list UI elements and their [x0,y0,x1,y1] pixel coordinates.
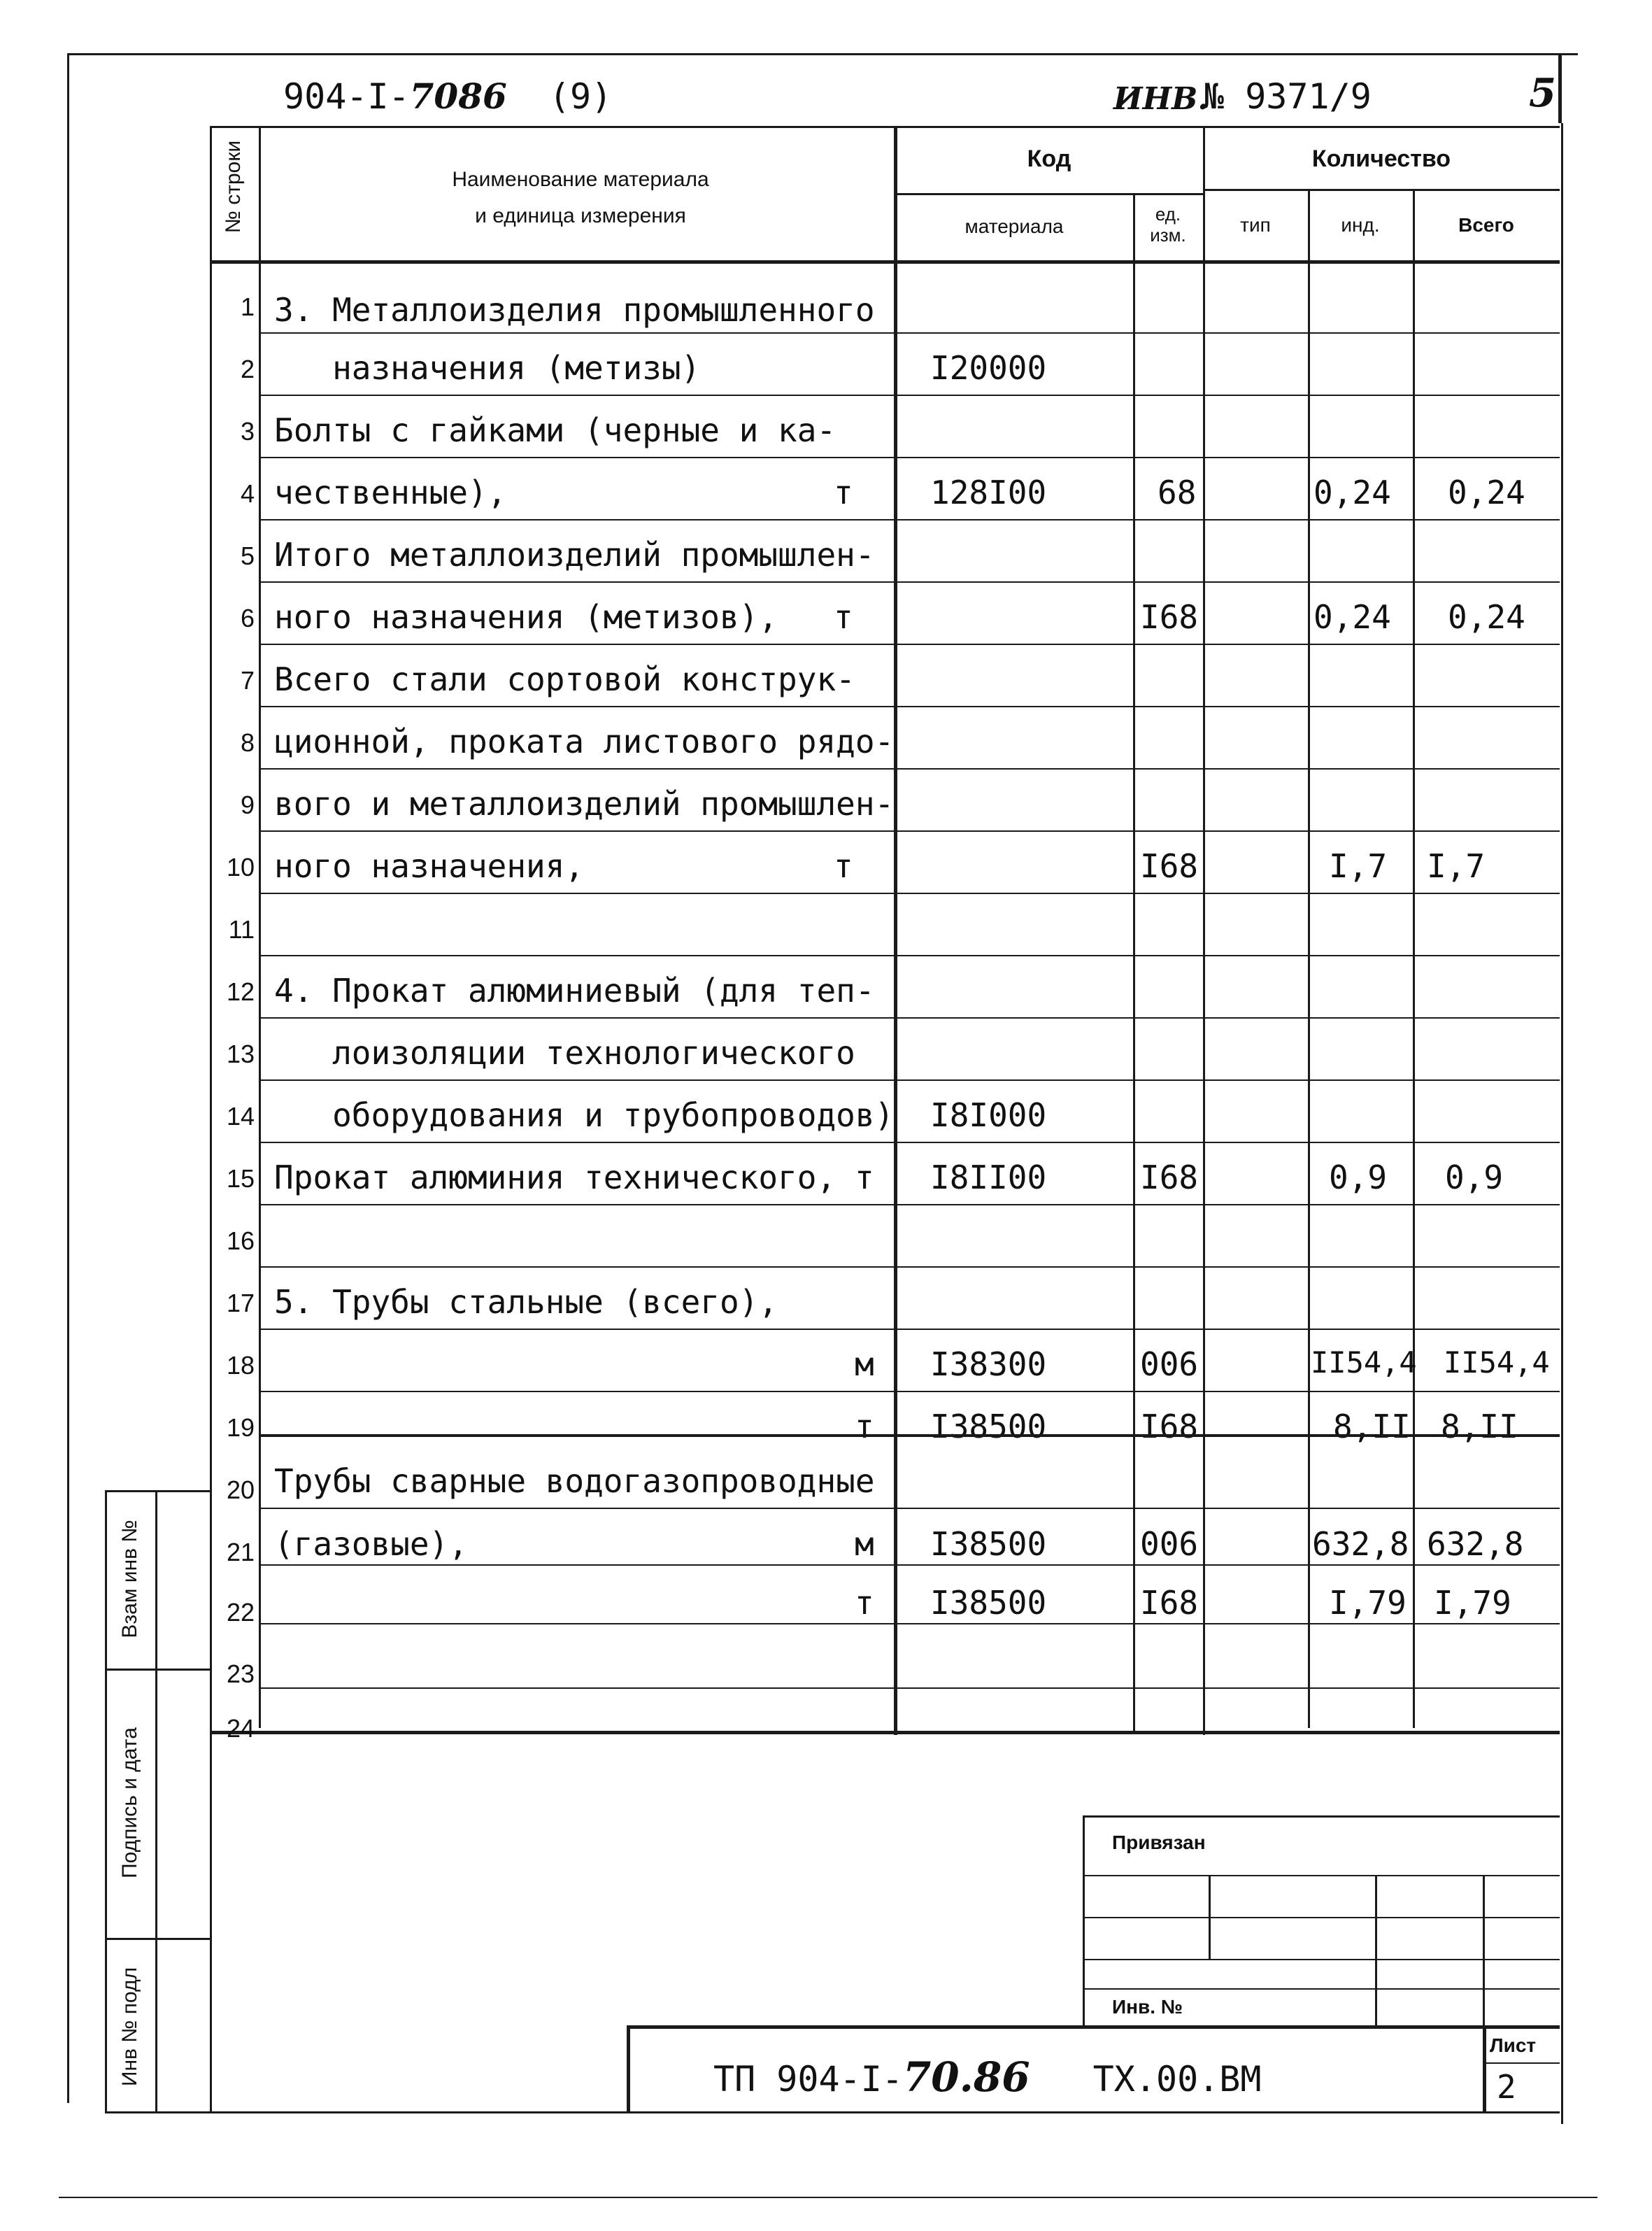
row-total: II54,4 [1444,1345,1550,1380]
row-total: I,79 [1434,1584,1511,1622]
row-name: 4. Прокат алюминиевый (для теп- [274,972,875,1010]
unit-header-1: ед. [1155,204,1181,225]
row-unit: т [855,1584,874,1622]
frame-left [67,53,69,2103]
row-line [260,955,1560,956]
side-stamp-line-2 [105,1938,210,1940]
row-code: I20000 [930,349,1047,387]
sheet-label: Лист [1490,2034,1537,2056]
row-code: I8II00 [930,1159,1047,1196]
row-total: 8,II [1441,1408,1518,1445]
row-number: 15 [226,1164,255,1193]
podpis-data-label: Подпись и дата [118,1727,141,1878]
row-no-header: № строки [222,140,245,234]
row-number: 17 [226,1289,255,1317]
row-ind: I,7 [1329,847,1388,885]
code-material-header: материала [964,215,1064,237]
row-total: 0,9 [1445,1159,1504,1196]
row-number: 5 [240,541,255,570]
row-line [260,768,1560,770]
quantity-header: Количество [1311,146,1451,172]
binding-line-1 [1083,1875,1560,1876]
title-block-top [627,2025,1560,2029]
row-number: 18 [226,1351,255,1380]
row-ind: 0,24 [1313,474,1391,511]
row-unit-code: 006 [1140,1525,1199,1563]
row-unit-code: I68 [1140,1408,1199,1445]
row-unit-code: I68 [1140,1159,1199,1196]
col-line-ind [1308,189,1310,1728]
row-name: лоизоляции технологического [274,1034,855,1072]
binding-top [1083,1815,1560,1818]
row-ind: 632,8 [1312,1525,1409,1563]
row-number: 14 [226,1102,255,1131]
col-line-code [894,126,897,1735]
row-line [260,1266,1560,1268]
row-unit: т [834,598,853,636]
binding-inv-label: Инв. № [1112,1996,1183,2018]
frame-bottom [105,2111,1560,2113]
binding-col-3 [1483,1875,1485,2025]
row-line [260,1391,1560,1392]
row-unit-code: 68 [1158,474,1197,511]
side-stamp-left [105,1490,107,2113]
row-unit: т [855,1408,874,1445]
row-number: 24 [226,1714,255,1743]
row-number: 2 [240,355,255,383]
row-line [260,1079,1560,1081]
sheet-label-line [1483,2062,1560,2064]
row-code: I38300 [930,1345,1047,1383]
row-name: вого и металлоизделий промышлен- [274,785,895,823]
side-stamp-line-1 [105,1669,210,1671]
row-name: оборудования и трубопроводов) [274,1096,895,1134]
binding-col-2 [1375,1875,1377,2025]
qty-ind-header: инд. [1341,214,1380,236]
row-number: 16 [226,1226,255,1255]
row-line [260,1204,1560,1205]
row-number: 22 [226,1598,255,1627]
row-line [260,332,1560,334]
col-line-rownum [259,126,261,1728]
row-code: I38500 [930,1408,1047,1445]
row-ind: 8,II [1333,1408,1411,1445]
row-line [260,1564,1560,1566]
row-total: 632,8 [1427,1525,1524,1563]
row-number: 23 [226,1659,255,1688]
row-total: 0,24 [1448,474,1525,511]
row-line [260,581,1560,583]
row-number: 10 [226,853,255,881]
row-ind: 0,24 [1313,598,1391,636]
frame-top [67,53,1578,55]
binding-line-2 [1083,1917,1560,1918]
row-name: Болты с гайками (черные и ка- [274,411,836,449]
row-name: Трубы сварные водогазопроводные [274,1462,875,1500]
vzam-inv-label: Взам инв № [118,1520,141,1638]
name-header-line2: и единица измерения [475,204,686,227]
inv-number: № 9371/9 [1203,76,1372,117]
row-code: 128I00 [930,474,1047,511]
row-code: I38500 [930,1584,1047,1622]
row-unit-code: I68 [1140,598,1199,636]
row-number: 9 [240,791,255,819]
title-block-sheet-divider [1483,2025,1486,2113]
table-bottom-line [210,1731,1560,1734]
row-unit: т [834,474,853,511]
row-total: I,7 [1427,847,1486,885]
row-number: 20 [226,1475,255,1504]
col-line-type [1203,126,1205,1735]
qty-total-header: Всего [1458,214,1514,236]
row-line [260,457,1560,458]
row-line [260,893,1560,894]
row-line [260,644,1560,645]
row-number: 12 [226,977,255,1006]
row-line [260,519,1560,520]
row-ind: I,79 [1329,1584,1407,1622]
row-line [260,1508,1560,1509]
row-unit-code: 006 [1140,1345,1199,1383]
table-top-line [210,126,1560,128]
row-number: 11 [228,915,255,944]
row-ind: 0,9 [1329,1159,1388,1196]
row-name: чественные), [274,474,507,511]
row-number: 8 [240,728,255,757]
row-unit-code: I68 [1140,847,1199,885]
row-name: ного назначения, [274,847,585,885]
qty-header-line [1203,189,1560,191]
row-total: 0,24 [1448,598,1525,636]
row-name: Итого металлоизделий промышлен- [274,536,875,574]
row-unit: м [855,1345,874,1383]
row-name: ционной, проката листового рядо- [274,723,895,760]
row-line [260,706,1560,707]
row-name: (газовые), [274,1525,468,1563]
page-number: 5 [1529,70,1556,116]
code-header: Код [1027,146,1071,172]
doc-code: 904-I-7086 (9) [283,76,613,117]
row-line [260,1687,1560,1689]
row-number: 21 [226,1538,255,1566]
row-number: 3 [240,417,255,446]
row-name: 3. Металлоизделия промышленного [274,291,875,329]
frame-right [1561,123,1563,2124]
row-number: 13 [226,1040,255,1068]
row-line [260,1142,1560,1143]
binding-left [1083,1815,1085,2025]
binding-col-1 [1209,1875,1211,1959]
row-name: 5. Трубы стальные (всего), [274,1283,778,1321]
title-block-code: ТП 904-I-70.86 ТХ.00.ВМ [713,2053,1262,2101]
row-unit: т [834,847,853,885]
row-name: Всего стали сортовой конструк- [274,660,855,698]
page-bottom-line [59,2197,1597,2198]
name-header-line1: Наименование материала [452,168,709,191]
row-line [260,1434,1560,1437]
row-code: I8I000 [930,1096,1047,1134]
title-block-left [627,2025,630,2113]
inv-label: ИНВ. [1113,81,1209,117]
frame-right-top [1558,53,1562,123]
row-code: I38500 [930,1525,1047,1563]
row-line [260,1017,1560,1019]
row-number: 19 [226,1413,255,1442]
row-ind: II54,4 [1311,1345,1417,1380]
row-name: Прокат алюминия технического, [274,1159,836,1196]
qty-type-header: тип [1240,214,1271,236]
row-number: 7 [240,666,255,695]
row-unit-code: I68 [1140,1584,1199,1622]
col-line-unit [1133,193,1135,1732]
row-line [260,1623,1560,1624]
row-number: 4 [240,479,255,508]
binding-line-3 [1083,1959,1560,1960]
sheet-number: 2 [1497,2068,1516,2106]
col-line-total [1413,189,1415,1728]
row-name: ного назначения (метизов), [274,598,778,636]
side-stamp-divider [155,1490,157,2113]
code-header-line [895,193,1203,195]
binding-title: Привязан [1112,1832,1206,1853]
header-bottom-line [210,260,1560,264]
col-line-left [210,126,212,2113]
row-name: назначения (метизы) [274,349,701,387]
row-line [260,830,1560,832]
side-stamp-top [105,1490,210,1492]
binding-line-4 [1083,1988,1560,1990]
unit-header-2: изм. [1150,225,1186,246]
row-number: 1 [240,292,255,321]
row-unit: т [855,1159,874,1196]
row-line [260,1329,1560,1330]
row-number: 6 [240,604,255,632]
row-line [260,395,1560,396]
row-unit: м [855,1525,874,1563]
inv-podl-label: Инв № подл [118,1967,141,2087]
